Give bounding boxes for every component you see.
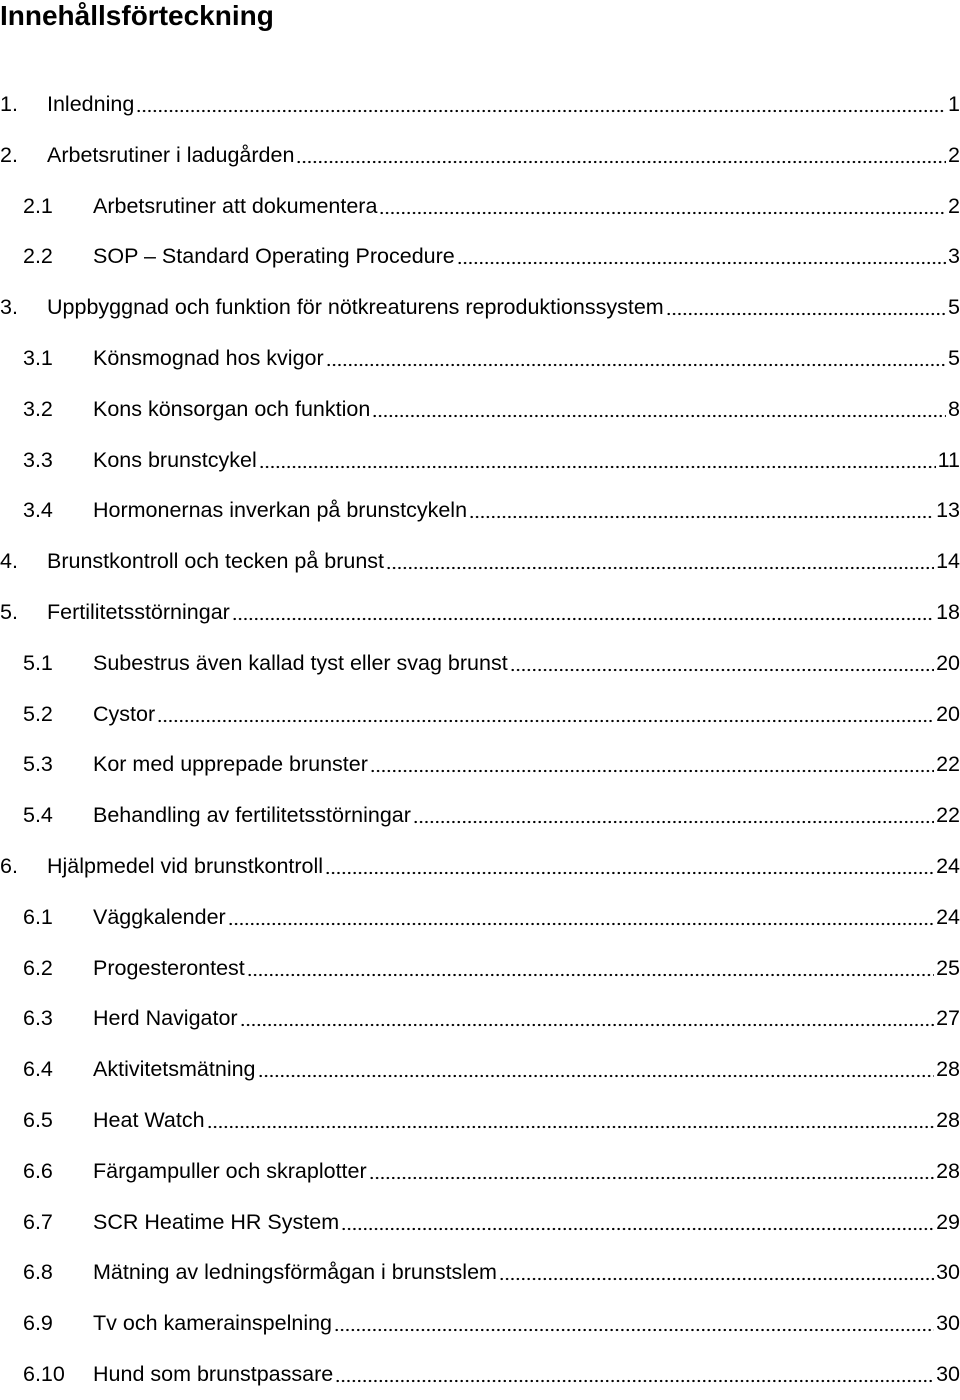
toc-entry-title: Färgampuller och skraplotter <box>93 1158 367 1183</box>
toc-entry[interactable] <box>0 1095 960 1146</box>
toc-entry-title: Inledning <box>47 92 135 116</box>
toc-entry-number: 5. <box>0 599 18 624</box>
toc-entry-number: 6.10 <box>23 1361 65 1386</box>
toc-entry-number: 2.1 <box>23 193 53 218</box>
toc-entry-number: 3.4 <box>23 498 53 523</box>
toc-entry-number: 3.2 <box>23 396 53 421</box>
toc-entry-title: Uppbyggnad och funktion för nötkreaturens reproduktionssystem <box>47 295 664 320</box>
toc-entry[interactable] <box>0 536 960 587</box>
toc-entry[interactable] <box>0 333 960 384</box>
toc-entry[interactable] <box>0 282 960 333</box>
dot-leader <box>335 1357 934 1383</box>
toc-entry-number: 5.4 <box>23 803 53 828</box>
toc-entry-number: 6.1 <box>23 904 53 929</box>
toc-entry-number: 6.2 <box>23 955 53 980</box>
toc-entry-page-number: 28 <box>936 1057 960 1082</box>
toc-entry-title: Heat Watch <box>93 1107 205 1132</box>
dot-leader <box>207 1103 935 1129</box>
toc-entry-title: Progesterontest <box>93 955 245 980</box>
toc-entry[interactable] <box>0 1197 960 1248</box>
toc-entry-page-number: 5 <box>948 345 960 370</box>
dot-leader <box>334 1306 934 1332</box>
toc-entry-title: Hjälpmedel vid brunstkontroll <box>47 853 324 878</box>
toc-heading: Innehållsförteckning <box>0 0 274 31</box>
toc-entry[interactable] <box>0 1349 960 1400</box>
toc-entry-number: 6.9 <box>23 1311 53 1336</box>
toc-entry-page-number: 8 <box>948 396 960 421</box>
dot-leader <box>341 1205 934 1231</box>
toc-entry-title: Kor med upprepade brunster <box>93 752 368 777</box>
toc-entry-title: Könsmognad hos kvigor <box>93 345 324 370</box>
toc-entry-page-number: 20 <box>936 701 960 726</box>
toc-entry-number: 5.1 <box>23 650 53 675</box>
toc-entry-title: Kons brunstcykel <box>93 447 257 472</box>
toc-entry-page-number: 14 <box>936 549 960 574</box>
toc-entry-number: 6.4 <box>23 1057 53 1082</box>
toc-entry-page-number: 18 <box>936 599 960 624</box>
toc-entry[interactable] <box>0 181 960 232</box>
toc-entry-page-number: 28 <box>936 1107 960 1132</box>
dot-leader <box>258 1052 935 1078</box>
toc-entry-number: 6.8 <box>23 1260 53 1285</box>
toc-entry-page-number: 30 <box>936 1311 960 1336</box>
dot-leader <box>379 189 946 215</box>
toc-entry-number: 6.7 <box>23 1209 53 1234</box>
toc-entry-title: Tv och kamerainspelning <box>93 1311 333 1336</box>
toc-entry-title: SOP – Standard Operating Procedure <box>93 244 455 269</box>
toc-entry-page-number: 5 <box>948 295 960 320</box>
toc-entry[interactable] <box>0 587 960 638</box>
dot-leader <box>413 798 934 824</box>
toc-list <box>0 79 960 1400</box>
dot-leader <box>259 443 936 469</box>
dot-leader <box>372 392 946 418</box>
toc-entry[interactable] <box>0 231 960 282</box>
dot-leader <box>369 1154 934 1180</box>
toc-entry[interactable] <box>0 892 960 943</box>
toc-entry-number: 4. <box>0 549 18 574</box>
dot-leader <box>469 494 934 520</box>
toc-entry-title: Mätning av ledningsförmågan i brunstslem <box>93 1260 497 1285</box>
toc-entry-number: 5.2 <box>23 701 53 726</box>
toc-entry-number: 6. <box>0 853 18 878</box>
toc-entry-page-number: 11 <box>937 447 960 472</box>
toc-entry[interactable] <box>0 739 960 790</box>
toc-entry-page-number: 13 <box>936 498 960 523</box>
toc-entry-page-number: 28 <box>936 1158 960 1183</box>
toc-entry-number: 3.1 <box>23 345 53 370</box>
toc-entry-number: 6.5 <box>23 1107 53 1132</box>
dot-leader <box>247 951 934 977</box>
dot-leader <box>240 1002 934 1028</box>
toc-entry[interactable] <box>0 943 960 994</box>
dot-leader <box>325 849 934 875</box>
toc-entry[interactable] <box>0 1146 960 1197</box>
toc-entry[interactable] <box>0 1298 960 1349</box>
toc-entry-page-number: 2 <box>948 193 960 218</box>
toc-entry-page-number: 25 <box>936 955 960 980</box>
toc-entry-title: Hund som brunstpassare <box>93 1361 334 1386</box>
dot-leader <box>499 1256 934 1282</box>
toc-entry-page-number: 22 <box>936 803 960 828</box>
toc-entry[interactable] <box>0 689 960 740</box>
dot-leader <box>457 240 946 266</box>
dot-leader <box>386 544 934 570</box>
toc-entry-number: 6.6 <box>23 1158 53 1183</box>
dot-leader <box>510 646 934 672</box>
toc-entry[interactable] <box>0 993 960 1044</box>
toc-entry-title: Hormonernas inverkan på brunstcykeln <box>93 498 468 523</box>
toc-entry[interactable] <box>0 1247 960 1298</box>
dot-leader <box>136 87 946 113</box>
dot-leader <box>370 748 934 774</box>
toc-entry-number: 2.2 <box>23 244 53 269</box>
toc-entry-page-number: 27 <box>936 1006 960 1031</box>
toc-entry-page-number: 24 <box>936 853 960 878</box>
toc-entry[interactable] <box>0 1044 960 1095</box>
toc-entry-number: 3. <box>0 295 18 320</box>
toc-entry[interactable] <box>0 638 960 689</box>
toc-entry-page-number: 20 <box>936 650 960 675</box>
dot-leader <box>232 595 934 621</box>
toc-entry[interactable] <box>0 130 960 181</box>
toc-entry-number: 2. <box>0 142 18 167</box>
toc-entry-page-number: 1 <box>948 92 960 116</box>
toc-entry[interactable] <box>0 384 960 435</box>
toc-entry-page-number: 30 <box>936 1260 960 1285</box>
toc-entry[interactable] <box>0 841 960 892</box>
toc-entry-title: Aktivitetsmätning <box>93 1057 256 1082</box>
toc-entry[interactable] <box>0 435 960 486</box>
toc-entry-number: 6.3 <box>23 1006 53 1031</box>
dot-leader <box>666 290 946 316</box>
toc-entry-title: SCR Heatime HR System <box>93 1209 340 1234</box>
toc-entry-page-number: 24 <box>936 904 960 929</box>
toc-entry-title: Subestrus även kallad tyst eller svag brunst <box>93 650 508 675</box>
toc-entry-title: Brunstkontroll och tecken på brunst <box>47 549 385 574</box>
toc-entry[interactable] <box>0 485 960 536</box>
toc-entry-title: Behandling av fertilitetsstörningar <box>93 803 411 828</box>
toc-entry-page-number: 30 <box>936 1361 960 1386</box>
toc-entry-title: Arbetsrutiner i ladugården <box>47 142 295 167</box>
toc-entry[interactable] <box>0 79 960 130</box>
toc-entry-page-number: 2 <box>948 142 960 167</box>
toc-entry-number: 1. <box>0 92 18 116</box>
toc-entry[interactable] <box>0 790 960 841</box>
dot-leader <box>228 900 934 926</box>
dot-leader <box>157 697 934 723</box>
dot-leader <box>296 138 946 164</box>
toc-entry-title: Fertilitetsstörningar <box>47 599 230 624</box>
toc-entry-title: Cystor <box>93 701 156 726</box>
toc-entry-title: Arbetsrutiner att dokumentera <box>93 193 378 218</box>
toc-entry-title: Herd Navigator <box>93 1006 238 1031</box>
toc-entry-title: Väggkalender <box>93 904 226 929</box>
toc-entry-page-number: 3 <box>948 244 960 269</box>
toc-entry-number: 3.3 <box>23 447 53 472</box>
toc-entry-page-number: 29 <box>936 1209 960 1234</box>
toc-entry-number: 5.3 <box>23 752 53 777</box>
dot-leader <box>326 341 946 367</box>
toc-entry-title: Kons könsorgan och funktion <box>93 396 371 421</box>
toc-entry-page-number: 22 <box>936 752 960 777</box>
